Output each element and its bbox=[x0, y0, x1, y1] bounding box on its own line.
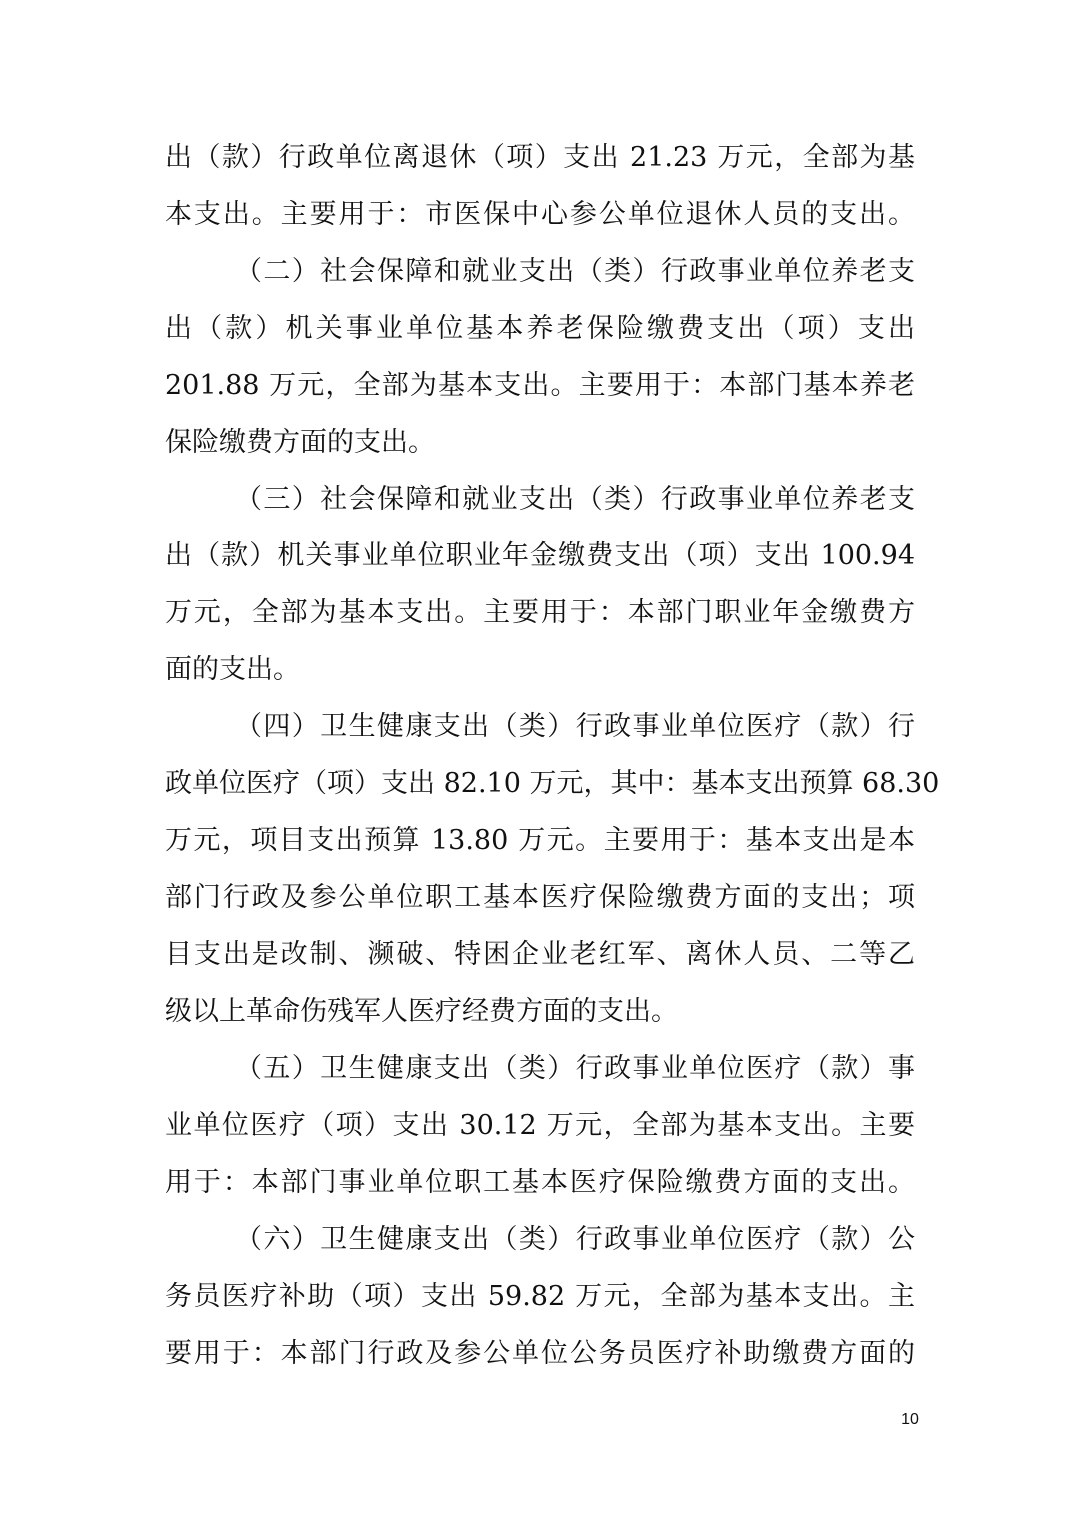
text-line: 用于：本部门事业单位职工基本医疗保险缴费方面的支出。 bbox=[165, 1167, 915, 1198]
text-line: 目支出是改制、濒破、特困企业老红军、离休人员、二等乙 bbox=[165, 939, 915, 970]
text-line: 出（款）机关事业单位基本养老保险缴费支出（项）支出 bbox=[165, 313, 915, 344]
text-line: 出（款）行政单位离退休（项）支出 21.23 万元，全部为基 bbox=[165, 142, 915, 173]
section-heading-line: （二）社会保障和就业支出（类）行政事业单位养老支 bbox=[235, 256, 915, 287]
section-heading-line: （三）社会保障和就业支出（类）行政事业单位养老支 bbox=[235, 484, 915, 515]
text-line: 本支出。主要用于：市医保中心参公单位退休人员的支出。 bbox=[165, 199, 915, 230]
section-heading-line: （五）卫生健康支出（类）行政事业单位医疗（款）事 bbox=[235, 1053, 915, 1084]
section-heading-line: （六）卫生健康支出（类）行政事业单位医疗（款）公 bbox=[235, 1224, 915, 1255]
page-number: 10 bbox=[901, 1411, 919, 1428]
section-heading-line: （四）卫生健康支出（类）行政事业单位医疗（款）行 bbox=[235, 711, 915, 742]
text-line: 出（款）机关事业单位职业年金缴费支出（项）支出 100.94 bbox=[165, 540, 915, 571]
text-line: 201.88 万元，全部为基本支出。主要用于：本部门基本养老 bbox=[165, 370, 915, 401]
text-line: 业单位医疗（项）支出 30.12 万元，全部为基本支出。主要 bbox=[165, 1110, 915, 1141]
text-line: 务员医疗补助（项）支出 59.82 万元，全部为基本支出。主 bbox=[165, 1281, 915, 1312]
text-line: 要用于：本部门行政及参公单位公务员医疗补助缴费方面的 bbox=[165, 1338, 915, 1369]
text-line: 面的支出。 bbox=[165, 654, 300, 685]
text-line: 万元，全部为基本支出。主要用于：本部门职业年金缴费方 bbox=[165, 597, 915, 628]
text-line: 保险缴费方面的支出。 bbox=[165, 427, 435, 458]
text-line: 级以上革命伤残军人医疗经费方面的支出。 bbox=[165, 996, 678, 1027]
text-line: 万元，项目支出预算 13.80 万元。主要用于：基本支出是本 bbox=[165, 825, 915, 856]
text-line: 部门行政及参公单位职工基本医疗保险缴费方面的支出；项 bbox=[165, 882, 915, 913]
text-line: 政单位医疗（项）支出 82.10 万元，其中：基本支出预算 68.30 bbox=[165, 768, 940, 799]
